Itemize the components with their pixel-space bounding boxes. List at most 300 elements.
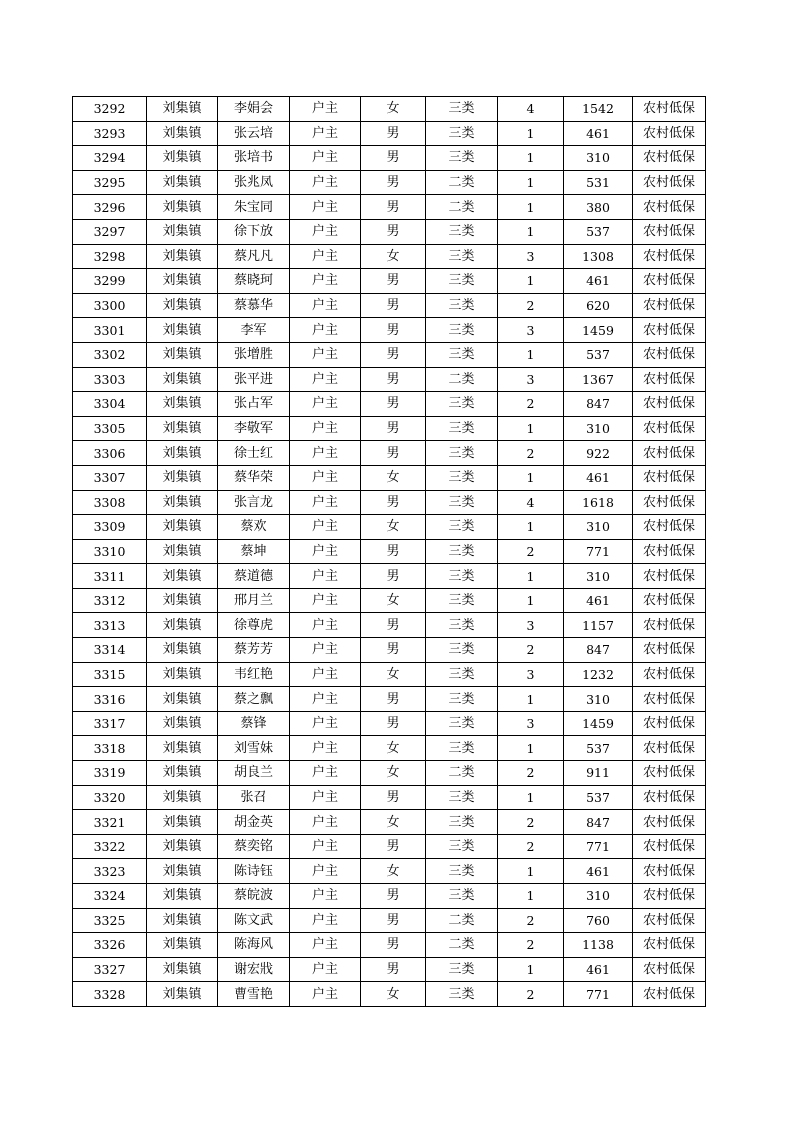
assistance-type-cell: 农村低保 — [633, 219, 706, 244]
assistance-type-cell: 农村低保 — [633, 318, 706, 343]
name-cell: 蔡华荣 — [218, 465, 290, 490]
table-row — [73, 785, 706, 810]
category-cell: 三类 — [426, 687, 498, 712]
category-cell: 三类 — [426, 711, 498, 736]
town-cell: 刘集镇 — [147, 613, 218, 638]
serial-number-cell: 3300 — [73, 293, 147, 318]
town-cell: 刘集镇 — [147, 121, 218, 146]
relation-cell: 户主 — [290, 933, 361, 958]
name-cell: 张占军 — [218, 392, 290, 417]
assistance-type-cell: 农村低保 — [633, 687, 706, 712]
name-cell: 蔡凡凡 — [218, 244, 290, 269]
household-size-cell: 3 — [498, 318, 564, 343]
serial-number-cell: 3306 — [73, 441, 147, 466]
amount-cell: 531 — [564, 170, 633, 195]
category-cell: 三类 — [426, 638, 498, 663]
town-cell: 刘集镇 — [147, 170, 218, 195]
relation-cell: 户主 — [290, 588, 361, 613]
relation-cell: 户主 — [290, 810, 361, 835]
assistance-type-cell: 农村低保 — [633, 269, 706, 294]
town-cell: 刘集镇 — [147, 367, 218, 392]
household-size-cell: 2 — [498, 539, 564, 564]
town-cell: 刘集镇 — [147, 244, 218, 269]
gender-cell: 男 — [361, 293, 426, 318]
assistance-type-cell: 农村低保 — [633, 933, 706, 958]
serial-number-cell: 3314 — [73, 638, 147, 663]
gender-cell: 男 — [361, 170, 426, 195]
gender-cell: 女 — [361, 761, 426, 786]
household-size-cell: 1 — [498, 121, 564, 146]
category-cell: 三类 — [426, 269, 498, 294]
name-cell: 蔡皖波 — [218, 884, 290, 909]
town-cell: 刘集镇 — [147, 539, 218, 564]
name-cell: 徐下放 — [218, 219, 290, 244]
town-cell: 刘集镇 — [147, 908, 218, 933]
category-cell: 三类 — [426, 318, 498, 343]
name-cell: 蔡坤 — [218, 539, 290, 564]
category-cell: 三类 — [426, 884, 498, 909]
town-cell: 刘集镇 — [147, 441, 218, 466]
household-size-cell: 1 — [498, 146, 564, 171]
amount-cell: 1308 — [564, 244, 633, 269]
amount-cell: 537 — [564, 219, 633, 244]
assistance-type-cell: 农村低保 — [633, 711, 706, 736]
relation-cell: 户主 — [290, 982, 361, 1007]
gender-cell: 男 — [361, 269, 426, 294]
category-cell: 三类 — [426, 588, 498, 613]
name-cell: 陈文武 — [218, 908, 290, 933]
gender-cell: 男 — [361, 121, 426, 146]
category-cell: 三类 — [426, 244, 498, 269]
amount-cell: 461 — [564, 465, 633, 490]
relation-cell: 户主 — [290, 269, 361, 294]
table-row — [73, 638, 706, 663]
town-cell: 刘集镇 — [147, 884, 218, 909]
household-size-cell: 3 — [498, 662, 564, 687]
household-size-cell: 2 — [498, 441, 564, 466]
gender-cell: 男 — [361, 908, 426, 933]
name-cell: 李敬军 — [218, 416, 290, 441]
town-cell: 刘集镇 — [147, 392, 218, 417]
category-cell: 二类 — [426, 195, 498, 220]
town-cell: 刘集镇 — [147, 638, 218, 663]
serial-number-cell: 3312 — [73, 588, 147, 613]
serial-number-cell: 3318 — [73, 736, 147, 761]
town-cell: 刘集镇 — [147, 219, 218, 244]
serial-number-cell: 3317 — [73, 711, 147, 736]
serial-number-cell: 3324 — [73, 884, 147, 909]
gender-cell: 男 — [361, 342, 426, 367]
amount-cell: 847 — [564, 810, 633, 835]
household-size-cell: 1 — [498, 859, 564, 884]
gender-cell: 男 — [361, 490, 426, 515]
household-size-cell: 3 — [498, 613, 564, 638]
serial-number-cell: 3328 — [73, 982, 147, 1007]
gender-cell: 男 — [361, 539, 426, 564]
amount-cell: 1459 — [564, 318, 633, 343]
amount-cell: 537 — [564, 342, 633, 367]
town-cell: 刘集镇 — [147, 982, 218, 1007]
town-cell: 刘集镇 — [147, 785, 218, 810]
relation-cell: 户主 — [290, 761, 361, 786]
household-size-cell: 1 — [498, 342, 564, 367]
town-cell: 刘集镇 — [147, 834, 218, 859]
category-cell: 二类 — [426, 761, 498, 786]
assistance-type-cell: 农村低保 — [633, 515, 706, 540]
gender-cell: 男 — [361, 367, 426, 392]
town-cell: 刘集镇 — [147, 342, 218, 367]
table-row — [73, 293, 706, 318]
category-cell: 三类 — [426, 392, 498, 417]
serial-number-cell: 3320 — [73, 785, 147, 810]
amount-cell: 461 — [564, 957, 633, 982]
household-size-cell: 1 — [498, 219, 564, 244]
name-cell: 刘雪妹 — [218, 736, 290, 761]
serial-number-cell: 3316 — [73, 687, 147, 712]
serial-number-cell: 3302 — [73, 342, 147, 367]
category-cell: 三类 — [426, 121, 498, 146]
relation-cell: 户主 — [290, 342, 361, 367]
gender-cell: 男 — [361, 441, 426, 466]
household-size-cell: 4 — [498, 97, 564, 122]
amount-cell: 760 — [564, 908, 633, 933]
relation-cell: 户主 — [290, 195, 361, 220]
table-row — [73, 367, 706, 392]
household-size-cell: 2 — [498, 810, 564, 835]
amount-cell: 771 — [564, 834, 633, 859]
household-size-cell: 1 — [498, 269, 564, 294]
assistance-type-cell: 农村低保 — [633, 588, 706, 613]
relation-cell: 户主 — [290, 490, 361, 515]
relation-cell: 户主 — [290, 392, 361, 417]
table-row — [73, 219, 706, 244]
serial-number-cell: 3299 — [73, 269, 147, 294]
table-row — [73, 933, 706, 958]
assistance-type-cell: 农村低保 — [633, 908, 706, 933]
name-cell: 蔡道德 — [218, 564, 290, 589]
amount-cell: 537 — [564, 785, 633, 810]
relation-cell: 户主 — [290, 146, 361, 171]
amount-cell: 922 — [564, 441, 633, 466]
amount-cell: 461 — [564, 269, 633, 294]
serial-number-cell: 3322 — [73, 834, 147, 859]
table-row — [73, 539, 706, 564]
amount-cell: 771 — [564, 539, 633, 564]
assistance-type-cell: 农村低保 — [633, 564, 706, 589]
relation-cell: 户主 — [290, 859, 361, 884]
table-row — [73, 736, 706, 761]
household-size-cell: 1 — [498, 785, 564, 810]
amount-cell: 847 — [564, 638, 633, 663]
serial-number-cell: 3298 — [73, 244, 147, 269]
relation-cell: 户主 — [290, 441, 361, 466]
name-cell: 韦红艳 — [218, 662, 290, 687]
town-cell: 刘集镇 — [147, 957, 218, 982]
serial-number-cell: 3326 — [73, 933, 147, 958]
category-cell: 三类 — [426, 515, 498, 540]
household-size-cell: 1 — [498, 195, 564, 220]
beneficiary-table — [72, 96, 706, 1007]
gender-cell: 女 — [361, 736, 426, 761]
gender-cell: 女 — [361, 465, 426, 490]
table-row — [73, 687, 706, 712]
table-row — [73, 613, 706, 638]
category-cell: 三类 — [426, 859, 498, 884]
category-cell: 二类 — [426, 933, 498, 958]
table-row — [73, 490, 706, 515]
town-cell: 刘集镇 — [147, 269, 218, 294]
household-size-cell: 3 — [498, 367, 564, 392]
gender-cell: 女 — [361, 859, 426, 884]
category-cell: 三类 — [426, 982, 498, 1007]
category-cell: 三类 — [426, 97, 498, 122]
household-size-cell: 2 — [498, 834, 564, 859]
relation-cell: 户主 — [290, 293, 361, 318]
serial-number-cell: 3315 — [73, 662, 147, 687]
table-row — [73, 884, 706, 909]
relation-cell: 户主 — [290, 884, 361, 909]
gender-cell: 女 — [361, 515, 426, 540]
table-row — [73, 662, 706, 687]
gender-cell: 男 — [361, 933, 426, 958]
gender-cell: 女 — [361, 244, 426, 269]
name-cell: 蔡慕华 — [218, 293, 290, 318]
town-cell: 刘集镇 — [147, 662, 218, 687]
relation-cell: 户主 — [290, 711, 361, 736]
serial-number-cell: 3308 — [73, 490, 147, 515]
category-cell: 三类 — [426, 564, 498, 589]
table-row — [73, 170, 706, 195]
gender-cell: 男 — [361, 392, 426, 417]
household-size-cell: 2 — [498, 933, 564, 958]
serial-number-cell: 3321 — [73, 810, 147, 835]
category-cell: 三类 — [426, 293, 498, 318]
assistance-type-cell: 农村低保 — [633, 392, 706, 417]
name-cell: 徐士红 — [218, 441, 290, 466]
category-cell: 三类 — [426, 613, 498, 638]
town-cell: 刘集镇 — [147, 465, 218, 490]
relation-cell: 户主 — [290, 687, 361, 712]
relation-cell: 户主 — [290, 638, 361, 663]
name-cell: 朱宝同 — [218, 195, 290, 220]
relation-cell: 户主 — [290, 564, 361, 589]
table-body — [73, 97, 706, 1007]
gender-cell: 男 — [361, 416, 426, 441]
name-cell: 蔡芳芳 — [218, 638, 290, 663]
name-cell: 张云培 — [218, 121, 290, 146]
name-cell: 张兆凤 — [218, 170, 290, 195]
category-cell: 三类 — [426, 785, 498, 810]
category-cell: 三类 — [426, 539, 498, 564]
town-cell: 刘集镇 — [147, 97, 218, 122]
household-size-cell: 2 — [498, 293, 564, 318]
amount-cell: 310 — [564, 687, 633, 712]
table-row — [73, 957, 706, 982]
name-cell: 徐尊虎 — [218, 613, 290, 638]
serial-number-cell: 3305 — [73, 416, 147, 441]
assistance-type-cell: 农村低保 — [633, 539, 706, 564]
category-cell: 二类 — [426, 170, 498, 195]
amount-cell: 1459 — [564, 711, 633, 736]
assistance-type-cell: 农村低保 — [633, 97, 706, 122]
assistance-type-cell: 农村低保 — [633, 982, 706, 1007]
relation-cell: 户主 — [290, 736, 361, 761]
assistance-type-cell: 农村低保 — [633, 662, 706, 687]
amount-cell: 1138 — [564, 933, 633, 958]
table-row — [73, 908, 706, 933]
name-cell: 蔡之飘 — [218, 687, 290, 712]
household-size-cell: 3 — [498, 711, 564, 736]
relation-cell: 户主 — [290, 97, 361, 122]
name-cell: 陈海风 — [218, 933, 290, 958]
gender-cell: 男 — [361, 146, 426, 171]
table-row — [73, 859, 706, 884]
amount-cell: 310 — [564, 515, 633, 540]
relation-cell: 户主 — [290, 170, 361, 195]
table-row — [73, 97, 706, 122]
assistance-type-cell: 农村低保 — [633, 465, 706, 490]
household-size-cell: 1 — [498, 588, 564, 613]
name-cell: 胡金英 — [218, 810, 290, 835]
gender-cell: 男 — [361, 638, 426, 663]
amount-cell: 310 — [564, 564, 633, 589]
table-row — [73, 564, 706, 589]
table-row — [73, 588, 706, 613]
name-cell: 李娟会 — [218, 97, 290, 122]
relation-cell: 户主 — [290, 367, 361, 392]
category-cell: 三类 — [426, 834, 498, 859]
table-row — [73, 834, 706, 859]
assistance-type-cell: 农村低保 — [633, 121, 706, 146]
serial-number-cell: 3296 — [73, 195, 147, 220]
assistance-type-cell: 农村低保 — [633, 613, 706, 638]
amount-cell: 461 — [564, 859, 633, 884]
serial-number-cell: 3295 — [73, 170, 147, 195]
serial-number-cell: 3301 — [73, 318, 147, 343]
relation-cell: 户主 — [290, 416, 361, 441]
serial-number-cell: 3303 — [73, 367, 147, 392]
name-cell: 张平进 — [218, 367, 290, 392]
amount-cell: 461 — [564, 121, 633, 146]
gender-cell: 男 — [361, 613, 426, 638]
table-row — [73, 416, 706, 441]
assistance-type-cell: 农村低保 — [633, 342, 706, 367]
household-size-cell: 2 — [498, 761, 564, 786]
assistance-type-cell: 农村低保 — [633, 293, 706, 318]
household-size-cell: 2 — [498, 638, 564, 663]
category-cell: 三类 — [426, 736, 498, 761]
table-row — [73, 711, 706, 736]
gender-cell: 男 — [361, 711, 426, 736]
town-cell: 刘集镇 — [147, 761, 218, 786]
gender-cell: 男 — [361, 957, 426, 982]
assistance-type-cell: 农村低保 — [633, 761, 706, 786]
assistance-type-cell: 农村低保 — [633, 367, 706, 392]
serial-number-cell: 3297 — [73, 219, 147, 244]
assistance-type-cell: 农村低保 — [633, 170, 706, 195]
relation-cell: 户主 — [290, 613, 361, 638]
assistance-type-cell: 农村低保 — [633, 195, 706, 220]
household-size-cell: 1 — [498, 687, 564, 712]
category-cell: 二类 — [426, 367, 498, 392]
serial-number-cell: 3307 — [73, 465, 147, 490]
relation-cell: 户主 — [290, 244, 361, 269]
amount-cell: 911 — [564, 761, 633, 786]
name-cell: 邢月兰 — [218, 588, 290, 613]
amount-cell: 1367 — [564, 367, 633, 392]
amount-cell: 1618 — [564, 490, 633, 515]
assistance-type-cell: 农村低保 — [633, 146, 706, 171]
gender-cell: 女 — [361, 810, 426, 835]
amount-cell: 461 — [564, 588, 633, 613]
name-cell: 李军 — [218, 318, 290, 343]
town-cell: 刘集镇 — [147, 810, 218, 835]
assistance-type-cell: 农村低保 — [633, 244, 706, 269]
amount-cell: 620 — [564, 293, 633, 318]
gender-cell: 男 — [361, 219, 426, 244]
assistance-type-cell: 农村低保 — [633, 638, 706, 663]
table-row — [73, 810, 706, 835]
assistance-type-cell: 农村低保 — [633, 490, 706, 515]
serial-number-cell: 3311 — [73, 564, 147, 589]
gender-cell: 女 — [361, 588, 426, 613]
table-row — [73, 195, 706, 220]
household-size-cell: 2 — [498, 982, 564, 1007]
household-size-cell: 1 — [498, 957, 564, 982]
relation-cell: 户主 — [290, 908, 361, 933]
category-cell: 三类 — [426, 441, 498, 466]
assistance-type-cell: 农村低保 — [633, 441, 706, 466]
amount-cell: 1542 — [564, 97, 633, 122]
relation-cell: 户主 — [290, 121, 361, 146]
assistance-type-cell: 农村低保 — [633, 810, 706, 835]
serial-number-cell: 3292 — [73, 97, 147, 122]
table-row — [73, 515, 706, 540]
serial-number-cell: 3313 — [73, 613, 147, 638]
relation-cell: 户主 — [290, 785, 361, 810]
household-size-cell: 1 — [498, 170, 564, 195]
category-cell: 三类 — [426, 465, 498, 490]
name-cell: 陈诗钰 — [218, 859, 290, 884]
amount-cell: 537 — [564, 736, 633, 761]
serial-number-cell: 3309 — [73, 515, 147, 540]
town-cell: 刘集镇 — [147, 588, 218, 613]
gender-cell: 女 — [361, 662, 426, 687]
category-cell: 二类 — [426, 908, 498, 933]
table-row — [73, 465, 706, 490]
household-size-cell: 2 — [498, 392, 564, 417]
household-size-cell: 2 — [498, 908, 564, 933]
amount-cell: 380 — [564, 195, 633, 220]
assistance-type-cell: 农村低保 — [633, 736, 706, 761]
category-cell: 三类 — [426, 490, 498, 515]
table-row — [73, 441, 706, 466]
amount-cell: 771 — [564, 982, 633, 1007]
relation-cell: 户主 — [290, 834, 361, 859]
amount-cell: 310 — [564, 146, 633, 171]
town-cell: 刘集镇 — [147, 711, 218, 736]
table-row — [73, 146, 706, 171]
table-row — [73, 982, 706, 1007]
town-cell: 刘集镇 — [147, 687, 218, 712]
assistance-type-cell: 农村低保 — [633, 834, 706, 859]
town-cell: 刘集镇 — [147, 564, 218, 589]
gender-cell: 男 — [361, 785, 426, 810]
category-cell: 三类 — [426, 662, 498, 687]
gender-cell: 女 — [361, 97, 426, 122]
relation-cell: 户主 — [290, 318, 361, 343]
category-cell: 三类 — [426, 219, 498, 244]
